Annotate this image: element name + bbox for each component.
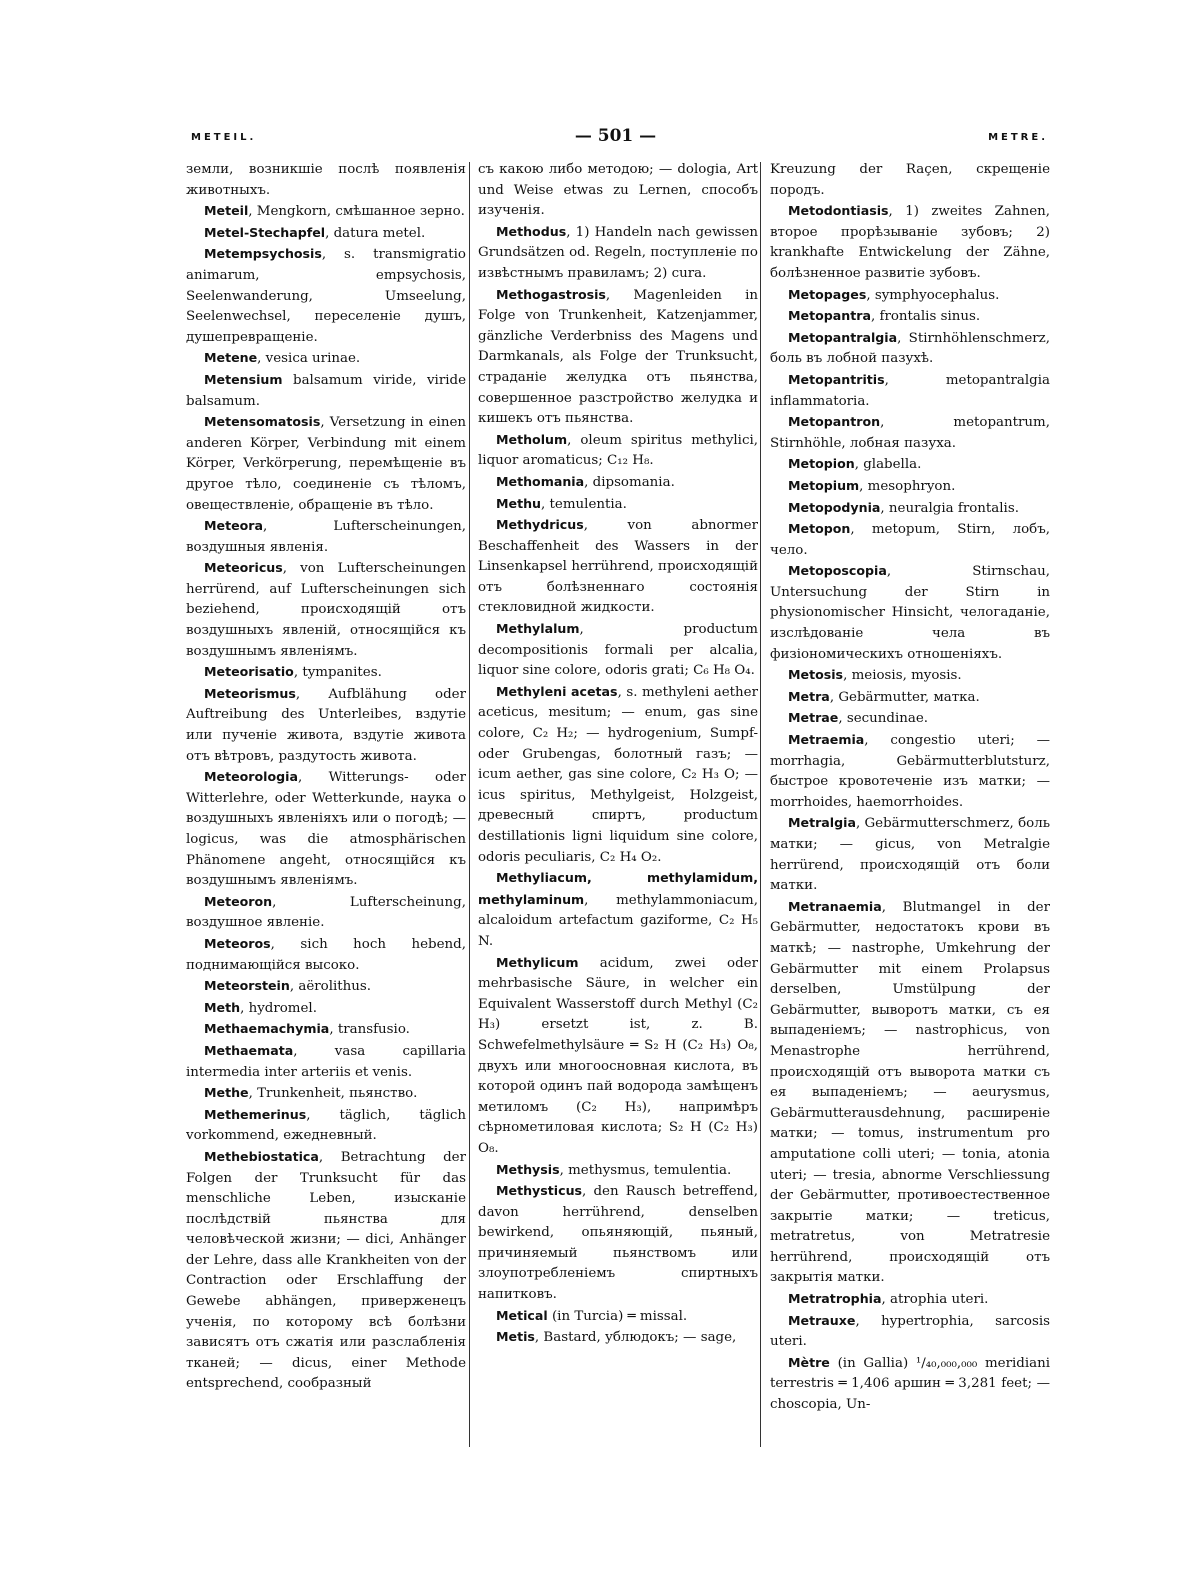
- dictionary-entry: [186, 976, 466, 998]
- entry-headword: Metranaemia: [788, 898, 882, 914]
- entry-continuation: [186, 160, 466, 201]
- dictionary-entry: [186, 370, 466, 412]
- dictionary-entry: [186, 998, 466, 1020]
- dictionary-entry: [186, 684, 466, 767]
- entry-headword: Metopodynia: [788, 499, 881, 515]
- entry-definition: , Stirnhöhlenschmerz, боль въ лобной пазухѣ.: [770, 330, 1050, 367]
- dictionary-entry: [186, 1041, 466, 1083]
- entry-headword: Metholum: [496, 431, 568, 447]
- entry-definition: , Trunkenheit, пьянство.: [248, 1086, 418, 1102]
- entry-definition: , Witterungs- oder Witterlehre, oder Wetterkunde, наука о воздушныхъ явленіяхъ или о погодѣ; — logicus, was die atmosphärischen Phänomene angeht, относящійся къ воздушнымъ явленіямъ.: [186, 770, 466, 889]
- dictionary-entry: [770, 412, 1050, 454]
- entry-headword: Meteora: [204, 518, 263, 534]
- entry-headword: Metical: [496, 1307, 548, 1323]
- entry-definition: , hypertrophia, sarcosis uteri.: [770, 1313, 1050, 1350]
- entry-definition: (in Gallia) ¹/₄₀,₀₀₀,₀₀₀ meridiani terrestris ═ 1,406 аршин ═ 3,281 feet; — choscopia, Un-: [770, 1355, 1050, 1413]
- entry-definition: , aërolithus.: [289, 979, 372, 995]
- dictionary-entry: [478, 494, 758, 516]
- entry-headword: Metopantron: [788, 414, 881, 430]
- entry-definition: , 1) Handeln nach gewissen Grundsätzen od. Regeln, поступленіе по извѣстнымъ правиламъ; 2) cura.: [478, 224, 758, 281]
- entry-definition: , neuralgia frontalis.: [880, 500, 1019, 516]
- entry-definition: , s. methyleni aether aceticus, mesitum; — enum, gas sine colore, C₂ H₂; — hydrogenium, Sumpf- oder Grubengas, болотный газъ; — icum aether, gas sine colore, C₂ H₃ O; — icus spiritus, Methylgeist, Holzgeist, древесный спиртъ, productum destillationis ligni liquidum sine colore, odoris peculiaris, C₂ H₄ O₂.: [478, 684, 758, 865]
- entry-headword: Methysticus: [496, 1183, 583, 1199]
- entry-headword: Methe: [204, 1085, 249, 1101]
- entry-headword: Methydricus: [496, 517, 584, 533]
- entry-definition: , Versetzung in einen anderen Körper, Verbindung mit einem Körper, Verkörperung, перемѣщеніе въ другое тѣло, соединеніе съ тѣломъ, овеществленіе, обращеніе въ тѣло.: [186, 415, 466, 513]
- entry-definition: (in Turcia) ═ missal.: [547, 1308, 688, 1324]
- dictionary-entry: [770, 813, 1050, 896]
- dictionary-entry: [770, 370, 1050, 412]
- dictionary-entry: [770, 498, 1050, 520]
- dictionary-entry: [478, 682, 758, 868]
- dictionary-entry: [478, 222, 758, 285]
- dictionary-entry: [186, 412, 466, 516]
- entry-definition: , Betrachtung der Folgen der Trunksucht für das menschliche Leben, изысканіе послѣдствій пьянства для человѣческой жизни; — dici, Anhänger der Lehre, dass alle Krankheiten von der Contraction oder Erschlaffung der Gewebe abhängen, приверженецъ ученія, по которому всѣ болѣзни зависятъ отъ сжатія или разслабленія тканей; — dicus, einer Methode entsprechend, сообразный: [186, 1149, 466, 1392]
- entry-definition: acidum, zwei oder mehrbasische Säure, in welcher ein Equivalent Wasserstoff durch Methyl (C₂ H₃) ersetzt ist, z. B. Schwefelmethylsäure ═ S₂ H (C₂ H₃) O₈, двухъ или многоосновная кислота, въ которой одинъ пай водорода замѣщенъ метиломъ (C₂ H₃), напримѣръ сѣрнометиловая кислота; S₂ H (C₂ H₃) O₈.: [478, 955, 758, 1156]
- entry-headword: Methaemachymia: [204, 1021, 330, 1037]
- entry-definition: , Stirnschau, Untersuchung der Stirn in physionomischer Hinsicht, челогаданіе, изслѣдованіе чела въ физіономическихъ отношеніяхъ.: [770, 564, 1050, 662]
- dictionary-entry: [478, 1181, 758, 1306]
- entry-headword: Methysis: [496, 1161, 560, 1177]
- entry-headword: Methemerinus: [204, 1106, 307, 1122]
- entry-headword: Metopium: [788, 477, 860, 493]
- dictionary-entry: [186, 201, 466, 223]
- dictionary-entry: [478, 953, 758, 1160]
- dictionary-entry: [770, 1289, 1050, 1311]
- entry-headword: Methu: [496, 495, 542, 511]
- dictionary-entry: [770, 897, 1050, 1289]
- entry-definition: , Blutmangel in der Gebärmutter, недостатокъ крови въ маткѣ; — nastrophe, Umkehrung der Gebärmutter mit einem Prolapsus derselben, Umstülpung der Gebärmutter, выворотъ матки, съ ея выпаденіемъ; — nastrophicus, von Menastrophe herrührend, происходящій отъ выворота матки съ ея выпаденіемъ; — aeurysmus, Gebärmutterausdehnung, расширеніе матки; — tomus, instrumentum pro amputatione colli uteri; — tonia, atonia uteri; — tresia, abnorme Verschliessung der Gebärmutter, противоестественное закрытіе матки; — treticus, metratretus, von Metratresie herrührend, происходящій отъ закрытія матки.: [770, 899, 1050, 1286]
- entry-headword: Methebiostatica: [204, 1148, 319, 1164]
- entry-continuation: [478, 160, 758, 222]
- dictionary-entry: [186, 767, 466, 892]
- entry-definition: земли, возникшіе послѣ появленія животныхъ.: [186, 162, 466, 198]
- entry-definition: , glabella.: [854, 457, 922, 473]
- entry-headword: Metoposcopia: [788, 563, 887, 579]
- page-header: [183, 124, 1048, 154]
- entry-definition: , datura metel.: [325, 225, 426, 241]
- entry-headword: Meteorisatio: [204, 664, 294, 680]
- entry-definition: , secundinae.: [838, 711, 929, 727]
- entry-headword: Meteoricus: [204, 560, 283, 576]
- dictionary-entry: [770, 285, 1050, 307]
- dictionary-entry: [186, 662, 466, 684]
- dictionary-entry: [770, 328, 1050, 370]
- dictionary-entry: [186, 1147, 466, 1395]
- entry-headword: Methodus: [496, 223, 567, 239]
- entry-headword: Meteorologia: [204, 769, 298, 785]
- entry-definition: , mesophryon.: [859, 478, 956, 494]
- entry-definition: , meiosis, myosis.: [843, 668, 962, 684]
- entry-definition: , den Rausch betreffend, davon herrührend, denselben bewirkend, опьяняющій, пьяный, причиняемый пьянствомъ или злоупотребленіемъ спиртныхъ напитковъ.: [478, 1184, 758, 1303]
- entry-headword: Meteoron: [204, 893, 273, 909]
- dictionary-entry: [478, 1327, 758, 1349]
- entry-definition: , vesica urinae.: [257, 351, 361, 367]
- entry-headword: Methomania: [496, 473, 585, 489]
- entry-definition: , Gebärmutter, матка.: [829, 689, 980, 705]
- entry-headword: Metralgia: [788, 815, 856, 831]
- entry-headword: Metodontiasis: [788, 203, 889, 219]
- entry-headword: Metis: [496, 1329, 535, 1345]
- column-divider: [760, 162, 761, 1447]
- dictionary-entry: [478, 472, 758, 494]
- dictionary-entry: [186, 558, 466, 662]
- dictionary-entry: [770, 730, 1050, 813]
- entry-definition: , atrophia uteri.: [881, 1292, 989, 1308]
- dictionary-entry: [186, 1105, 466, 1147]
- entry-headword: Meth: [204, 999, 241, 1015]
- dictionary-entry: [186, 223, 466, 245]
- entry-definition: , von abnormer Beschaffenheit des Wassers in der Linsenkapsel herrührend, происходящій отъ болѣзненнаго состоянія стекловидной жидкости.: [478, 518, 758, 616]
- dictionary-entry: [770, 1353, 1050, 1416]
- dictionary-entry: [770, 665, 1050, 687]
- entry-definition: , s. transmigratio animarum, empsychosis, Seelenwanderung, Umseelung, Seelenwechsel, переселеніе душъ, душепревращеніе.: [186, 247, 466, 345]
- entry-definition: , methylammoniacum, alcaloidum artefactum gaziforme, C₂ H₅ N.: [478, 892, 758, 949]
- dictionary-entry: [186, 348, 466, 370]
- entry-headword: Metopantralgia: [788, 329, 898, 345]
- entry-headword: Metra: [788, 688, 830, 704]
- entry-definition: , metopantralgia inflammatoria.: [770, 372, 1050, 409]
- entry-headword: Metrauxe: [788, 1312, 856, 1328]
- entry-definition: съ какою либо методою; — dologia, Art und Weise etwas zu Lernen, способъ изученія.: [478, 162, 758, 219]
- entry-headword: Meteoros: [204, 935, 271, 951]
- entry-headword: Metrae: [788, 710, 839, 726]
- entry-headword: Mètre: [788, 1354, 830, 1370]
- dictionary-entry: [478, 285, 758, 430]
- entry-definition: , sich hoch hebend, поднимающійся высоко.: [186, 936, 466, 973]
- entry-headword: Metosis: [788, 667, 844, 683]
- dictionary-entry: [186, 892, 466, 934]
- entry-headword: Meteorstein: [204, 978, 290, 994]
- entry-headword: Metensomatosis: [204, 414, 321, 430]
- entry-headword: Metopon: [788, 521, 851, 537]
- entry-definition: , transfusio.: [329, 1022, 410, 1038]
- dictionary-entry: [770, 476, 1050, 498]
- entry-headword: Metopion: [788, 456, 855, 472]
- entry-definition: , temulentia.: [541, 496, 627, 512]
- entry-headword: Meteil: [204, 203, 249, 219]
- entry-headword: Metopantritis: [788, 371, 885, 387]
- dictionary-entry: [186, 1083, 466, 1105]
- entry-definition: , tympanites.: [293, 665, 382, 681]
- dictionary-entry: [478, 619, 758, 682]
- dictionary-entry: [770, 306, 1050, 328]
- dictionary-entry: [770, 519, 1050, 561]
- entry-definition: , Aufblähung oder Auftreibung des Unterleibes, вздутіе или пученіе живота, вздутіе живота отъ вѣтровъ, раздутость живота.: [186, 686, 466, 764]
- column-3: [770, 160, 1050, 1450]
- entry-headword: Methaemata: [204, 1042, 294, 1058]
- dictionary-entry: [478, 430, 758, 472]
- entry-definition: , Mengkorn, смѣшанное зерно.: [248, 204, 465, 220]
- dictionary-entry: [770, 201, 1050, 284]
- dictionary-entry: [186, 934, 466, 976]
- entry-headword: Metene: [204, 350, 258, 366]
- entry-definition: , symphyocephalus.: [866, 287, 1000, 303]
- dictionary-entry: [478, 1160, 758, 1182]
- running-head-right: METRE.: [988, 132, 1048, 143]
- entry-definition: , von Lufterscheinungen herrürend, auf Lufterscheinungen sich beziehend, происходящій отъ воздушныхъ явленій, относящійся къ воздушнымъ явленіямъ.: [186, 561, 466, 659]
- entry-definition: , 1) zweites Zahnen, второе прорѣзываніе зубовъ; 2) krankhafte Entwickelung der Zähne, болѣзненное развитіе зубовъ.: [770, 204, 1050, 281]
- entry-definition: , productum decompositionis formali per alcalia, liquor sine colore, odoris grati; C₆ H₈ O₄.: [478, 622, 758, 679]
- dictionary-entry: [478, 515, 758, 619]
- entry-definition: , metopantrum, Stirnhöhle, лобная пазуха.: [770, 415, 1050, 451]
- dictionary-entry: [770, 561, 1050, 665]
- dictionary-entry: [478, 868, 758, 952]
- entry-definition: , congestio uteri; — morrhagia, Gebärmutterblutsturz, быстрое кровотеченіе изъ матки; — morrhoides, haemorrhoides.: [770, 733, 1050, 810]
- entry-headword: Methylicum: [496, 954, 579, 970]
- entry-headword: Metraemia: [788, 732, 865, 748]
- dictionary-entry: [478, 1306, 758, 1328]
- entry-definition: balsamum viride, viride balsamum.: [186, 372, 466, 409]
- dictionary-entry: [186, 516, 466, 558]
- entry-definition: , täglich, täglich vorkommend, ежедневный.: [186, 1107, 466, 1144]
- entry-definition: , dipsomania.: [584, 474, 675, 490]
- entry-definition: , methysmus, temulentia.: [559, 1162, 732, 1178]
- entry-headword: Methogastrosis: [496, 286, 606, 302]
- entry-headword: Metopantra: [788, 308, 871, 324]
- running-head-left: METEIL.: [191, 132, 257, 143]
- entry-definition: , oleum spiritus methylici, liquor aromaticus; C₁₂ H₈.: [478, 432, 758, 469]
- entry-headword: Metopages: [788, 286, 867, 302]
- dictionary-entry: [770, 708, 1050, 730]
- dictionary-entry: [186, 244, 466, 348]
- entry-headword: Metel-Stechapfel: [204, 224, 326, 240]
- column-2: [478, 160, 758, 1450]
- entry-continuation: [770, 160, 1050, 201]
- dictionary-entry: [770, 687, 1050, 709]
- entry-definition: , vasa capillaria intermedia inter arteriis et venis.: [186, 1043, 466, 1080]
- dictionary-entry: [186, 1019, 466, 1041]
- dictionary-entry: [770, 1311, 1050, 1353]
- dictionary-entry: [770, 454, 1050, 476]
- entry-headword: Methylalum: [496, 621, 580, 637]
- entry-definition: , Lufterscheinungen, воздушныя явленія.: [186, 519, 466, 555]
- entry-definition: , Magenleiden in Folge von Trunkenheit, Katzenjammer, gänzliche Verderbniss des Magens und Darmkanals, als Folge der Trunksucht, страданіе желудка отъ пьянства, совершенное разстройство желудка и кишекъ отъ пьянства.: [478, 287, 758, 427]
- entry-definition: , metopum, Stirn, лобъ, чело.: [770, 522, 1050, 558]
- column-divider: [469, 162, 470, 1447]
- entry-headword: Metensium: [204, 371, 283, 387]
- entry-definition: , Lufterscheinung, воздушное явленіе.: [186, 894, 466, 931]
- entry-headword: Metratrophia: [788, 1291, 882, 1307]
- entry-definition: , Gebärmutterschmerz, боль матки; — gicus, von Metralgie herrürend, происходящій отъ боли матки.: [770, 816, 1050, 894]
- entry-headword: Methyliacum, methylamidum, methylaminum: [478, 870, 758, 907]
- entry-definition: , frontalis sinus.: [870, 309, 981, 325]
- entry-definition: , hydromel.: [240, 1000, 317, 1016]
- page-number: — 501 —: [574, 126, 657, 146]
- entry-headword: Methyleni acetas: [496, 683, 618, 699]
- entry-headword: Meteorismus: [204, 685, 296, 701]
- entry-headword: Metempsychosis: [204, 246, 322, 262]
- entry-definition: Kreuzung der Raçen, скрещеніе породъ.: [770, 162, 1050, 198]
- entry-definition: , Bastard, ублюдокъ; — sage,: [534, 1330, 737, 1346]
- column-1: [186, 160, 466, 1450]
